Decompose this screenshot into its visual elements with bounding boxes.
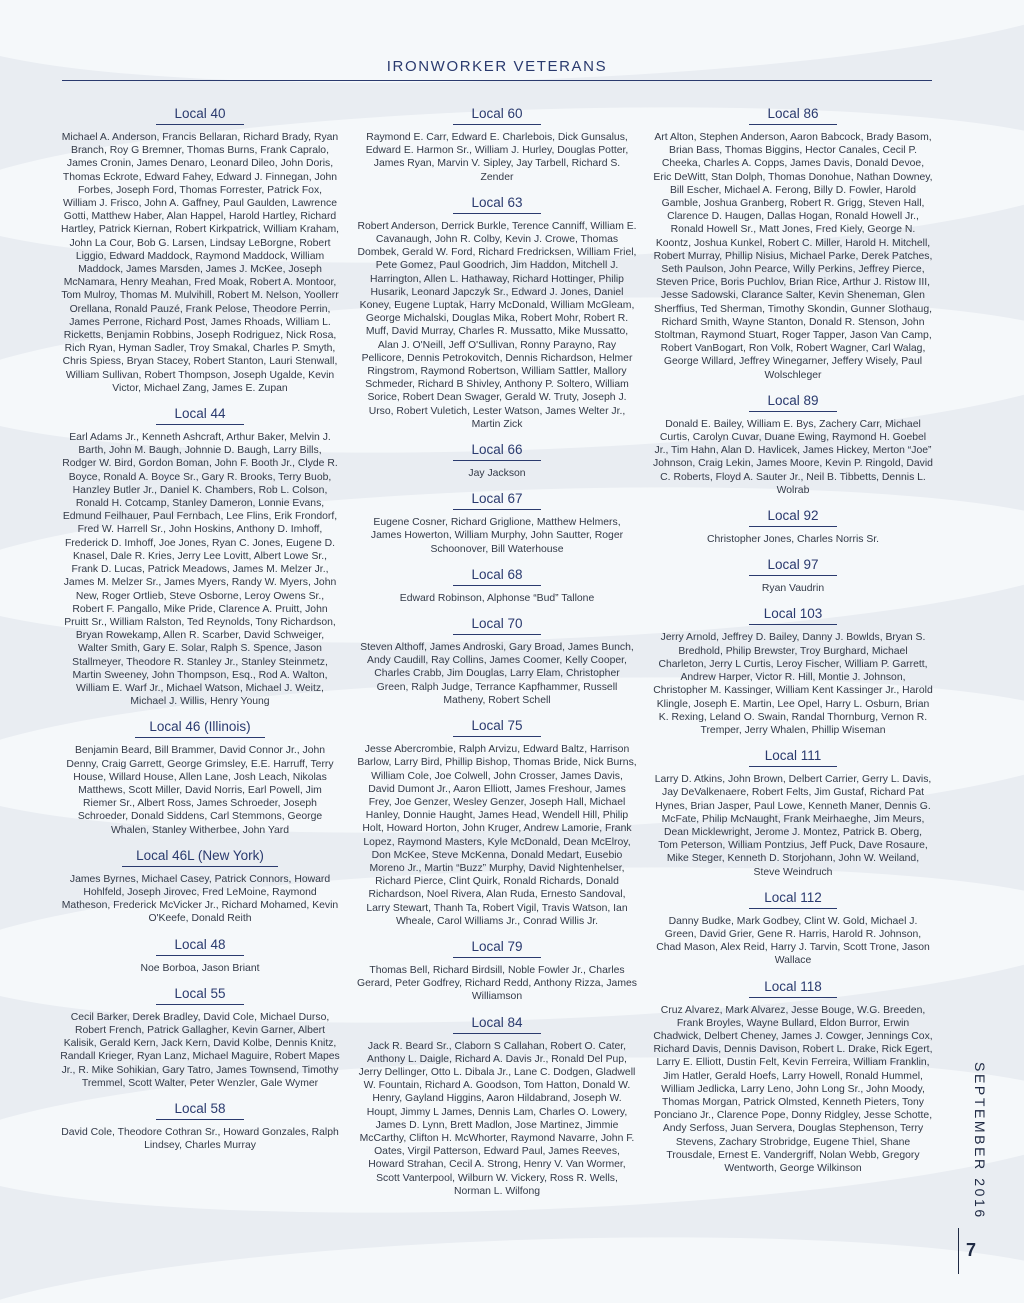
local-heading: Local 46L (New York) — [122, 848, 278, 867]
local-section — [357, 615, 637, 707]
local-heading: Local 40 — [156, 106, 244, 125]
veteran-names: Eugene Cosner, Richard Griglione, Matthew Helmers, James Howerton, William Murphy, John Sautter, Roger Schoonover, Bill Waterhouse — [370, 517, 624, 555]
local-section — [653, 392, 933, 497]
veteran-names: Jack R. Beard Sr., Claborn S Callahan, Robert O. Cater, Anthony L. Daigle, Richard A. Davis Jr., Ronald Del Pup, Jerry Dellinger, Otto L. Dibala Jr., Lane C. Dodgen, Gladwell W. Fountain, Richard A. Goodson, Tom Hatton, Donald W. Henry, Gayland Higgins, Aaron Hildabrand, Joseph W. Houpt, Jimmy L James, Dennis Lam, Charles O. Lowery, James D. Lynn, Brett Madlon, Jose Martinez, Jimmie McCarthy, Clifton H. McWhorter, Raymond Navarre, John F. Oates, Virgil Patterson, Edward Paul, James Reeves, Howard Strahan, Cecil A. Strong, Henry V. Van Wormer, Scott Vanterpool, Wilburn W. Vickery, Ross R. Wells, Norman L. Wilfong — [358, 1040, 636, 1197]
page-number: 7 — [966, 1240, 977, 1260]
local-heading: Local 86 — [749, 106, 837, 125]
local-section — [60, 1100, 340, 1152]
local-section — [357, 1014, 637, 1198]
veteran-names: Cecil Barker, Derek Bradley, David Cole, Michael Durso, Robert French, Patrick Gallagher, Kevin Garner, Albert Kalisik, Gerald Kern, Jack Kern, David Kolbe, Dennis Knitz, Randall Krieger, Ryan Lanz, Michael Maguire, Robert Mapes Jr., R. Mike Sohikian, Gary Tatro, James Townsend, Timothy Tremmel, Scott Walter, Peter Wenzler, Gale Wymer — [60, 1011, 340, 1089]
veteran-names: Cruz Alvarez, Mark Alvarez, Jesse Bouge, W.G. Breeden, Frank Broyles, Wayne Bullard, Eldon Burror, Erwin Chadwick, Delbert Cheney, James J. Cowger, Jennings Cox, Richard Davis, Dennis Davison, Robert L. Drake, Rick Egert, Larry E. Elliott, Dustin Felt, Kevin Ferreira, William Franklin, Jim Hatler, Gerald Hoefs, Larry Howell, Ronald Hummel, William Jedlicka, Larry Leno, John Long Sr., John Moody, Thomas Morgan, Patrick Olmsted, Kenneth Pieters, Tony Ponciano Jr., Clarence Pope, Donny Ridgley, Jesse Schotte, Andy Serfoss, Juan Servera, Douglas Stephenson, Terry Stevens, Zachary Strobridge, Eugene Thiel, Shane Trousdale, Ernest E. Vandergriff, Nolan Webb, Gregory Wentworth, George Wilkinson — [653, 1004, 933, 1174]
veteran-names: Earl Adams Jr., Kenneth Ashcraft, Arthur Baker, Melvin J. Barth, John M. Baugh, Johnnie D. Baugh, Larry Bills, Rodger W. Bird, Gordon Boman, John F. Booth Jr., Clyde R. Boyce, Ronald A. Boyce Sr., Gary R. Brooks, Terry Buob, Hanzley Butler Jr., Daniel K. Chambers, Rob L. Colson, Ronald H. Cotcamp, Stanley Dameron, Lonnie Evans, Edmund Feilhauer, Paul Fernbach, Lee Flins, Erik Frondorf, Fred W. Harrell Sr., John Hoskins, Anthony D. Imhoff, Frederick D. Imhoff, Joe Jones, Ryan C. Jones, Eugene D. Knasel, Dale R. Kries, Jerry Lee Lovitt, Albert Lowe Sr., Frank D. Lucas, Patrick Meadows, James M. Melzer Jr., James M. Melzer Sr., James Myers, Randy W. Myers, John New, Roger Ortlieb, Steve Osborne, Leroy Owens Sr., Robert F. Pangallo, Mike Pride, Clarence A. Pruitt, John Pruitt Sr., William Ralston, Ted Reynolds, Tony Richardson, Bryan Rowekamp, Allen R. Scarber, David Schweiger, Walter Smith, Gary E. Solar, Ralph S. Spence, Jason Stallmeyer, Theodore R. Stanley Jr., Stanley Steinmetz, Martin Sweeney, John Thompson, Esq., Rod A. Walton, William E. Warf Jr., Michael Watson, Michael J. Weitz, Michael J. Willis, Henry Young — [62, 432, 338, 708]
local-heading: Local 67 — [453, 491, 541, 510]
local-section — [60, 936, 340, 975]
veteran-names: Robert Anderson, Derrick Burkle, Terence Canniff, William E. Cavanaugh, John R. Colby, Kevin J. Crowe, Thomas Dombek, Gerald W. Ford, Richard Fredricksen, William Friel, Pete Gomez, Paul Goodrich, Jim Haddon, Mitchell J. Harrington, Allen L. Hathaway, Richard Hottinger, Philip Husarik, Leonard Japczyk Sr., Edward J. Jones, Daniel Koney, Eugene Luptak, Harry McDonald, William McGleam, George Michalski, Douglas Mika, Robert Mohr, Robert R. Muff, David Murray, Charles R. Mussatto, Mike Mussatto, Alan J. O'Neill, Jeff O'Sullivan, Ronny Parayno, Ray Pellicore, Dennis Petrokovitch, Dennis Richardson, Helmer Ringstrom, Raymond Robertson, William Sattler, Mallory Schmeder, Richard B Shivley, Anthony P. Soltero, William Sorice, Robert Dean Swager, Gerald W. Truty, Joseph J. Urso, Robert Vuletich, Lester Watson, James Welter Jr., Martin Zick — [357, 220, 637, 430]
local-section — [653, 747, 933, 879]
local-section — [653, 605, 933, 737]
veteran-names: Jesse Abercrombie, Ralph Arvizu, Edward Baltz, Harrison Barlow, Larry Bird, Phillip Bishop, Thomas Bride, Nick Burns, William Cole, Joe Colwell, John Crosser, James Davis, David Dumont Jr., Aaron Elliott, James Freshour, James Frey, Joe Genzer, Wesley Genzer, Joseph Hall, Michael Hanley, Donnie Haught, James Head, Wendell Hill, Philip Holt, Howard Horton, John Kruger, Andrew Lamorie, Frank Lopez, Raymond Masters, Kyle McDonald, Dean McElroy, Don McKee, Steve McKenna, Donald Medart, Eusebio Moreno Jr., Martin “Buzz” Murphy, David Nightenhelser, Richard Pierce, Clint Quirk, Ronald Richards, Donald Richardson, Noel Rivera, Alan Ruda, Ernesto Sandoval, Larry Stewart, Thanh Ta, Robert Vigil, Travis Watson, Ian Wheale, Carol Williams Jr., Conrad Willis Jr. — [357, 744, 637, 927]
column-1 — [60, 105, 340, 1162]
local-heading: Local 66 — [453, 442, 541, 461]
veteran-names: Christopher Jones, Charles Norris Sr. — [706, 534, 880, 546]
local-heading: Local 118 — [749, 979, 837, 998]
veteran-names: Ryan Vaudrin — [761, 583, 825, 595]
local-section — [357, 490, 637, 556]
local-section — [60, 405, 340, 708]
veteran-names: David Cole, Theodore Cothran Sr., Howard Gonzales, Ralph Lindsey, Charles Murray — [61, 1126, 339, 1152]
veteran-names: Steven Althoff, James Androski, Gary Broad, James Bunch, Andy Caudill, Ray Collins, James Coomer, Kelly Cooper, Charles Crabb, Jim Douglas, Larry Elam, Christopher Green, Ralph Judge, Terrance Kapfhammer, Russell Matheny, Robert Schell — [360, 642, 634, 706]
veteran-names: Michael A. Anderson, Francis Bellaran, Richard Brady, Ryan Branch, Roy G Bremner, Thomas Burns, Frank Capralo, James Cronin, James Denaro, Leonard Dileo, John Doris, Thomas Eckrote, Edward Fahey, Edward J. Finnegan, John Forbes, Joseph Ford, Thomas Forrester, Patrick Fox, William J. Frisco, John A. Gaffney, Paul Gaulden, Lawrence Gotti, Matthew Haber, Alan Happel, Harold Hartley, Richard Hartley, Patrick Kiernan, Robert Kirkpatrick, William Kraham, John La Cour, Bob G. Larsen, Lindsay LeBorgne, Robert Liggio, Edward Maddock, Raymond Maddock, William Maddock, James Marsden, James J. McKee, Joseph McNamara, Henry Meahan, Fred Moak, Robert A. Montoor, Tom Mulroy, Thomas M. Mulvihill, Robert M. Nelson, Yoollerr Orellana, Ronald Pauzé, Frank Pelose, Theodore Perrin, James Perrone, Richard Post, James Rhoads, William L. Ricketts, Benjamin Robbins, Joseph Rodriguez, Nick Rosa, Rich Ryan, Hyman Sadler, Troy Smakal, Charles P. Smyth, Chris Spiess, Bryan Stacey, Robert Stanton, Lauri Stenwall, William Sullivan, Robert Thompson, Joseph Ugalde, Kevin Victor, Michael Zang, James E. Zupan — [60, 132, 340, 394]
veteran-names: Danny Budke, Mark Godbey, Clint W. Gold, Michael J. Green, David Grier, Gene R. Harris, Harold R. Johnson, Chad Mason, Alex Reid, Harry J. Tarvin, Scott Trone, Jason Wallace — [656, 915, 930, 967]
local-heading: Local 48 — [156, 937, 244, 956]
local-section — [60, 105, 340, 395]
local-heading: Local 75 — [453, 718, 541, 737]
local-heading: Local 70 — [453, 616, 541, 635]
local-section — [357, 105, 637, 184]
local-heading: Local 92 — [749, 508, 837, 527]
local-heading: Local 89 — [749, 393, 837, 412]
veteran-names: Jay Jackson — [468, 468, 526, 480]
local-section — [653, 507, 933, 546]
column-2 — [357, 105, 637, 1208]
local-section — [357, 717, 637, 928]
veteran-names: Larry D. Atkins, John Brown, Delbert Carrier, Gerry L. Davis, Jay DeValkenaere, Robert Felts, Jim Gustaf, Richard Pat Hynes, Brian Jasper, Paul Lowe, Kenneth Maner, Dennis G. McFate, Philip McNaught, Frank Meirhaeghe, Jim Meurs, Dean Micklewright, Jerome J. Montez, Patrick B. Oberg, Tom Peterson, William Pontzius, Jeff Puck, Dave Rosaure, Mike Steger, Kenneth D. Storjohann, John W. Weiland, Steve Weindruch — [654, 774, 932, 878]
local-heading: Local 84 — [453, 1015, 541, 1034]
local-section — [60, 718, 340, 836]
veteran-names: James Byrnes, Michael Casey, Patrick Connors, Howard Hohlfeld, Joseph Jirovec, Fred LeMoine, Raymond Matheson, Frederick McVicker Jr., Richard Mohamed, Kevin O'Keefe, Donald Reith — [61, 873, 339, 925]
title-divider — [62, 80, 932, 81]
local-section — [653, 978, 933, 1176]
veteran-names: Jerry Arnold, Jeffrey D. Bailey, Danny J. Bowlds, Bryan S. Bredhold, Philip Brewster, Troy Burghard, Michael Charleton, Jerry L Curtis, Leroy Fischer, William P. Garrett, Andrew Harper, Victor R. Hill, Montie J. Johnson, Christopher M. Kassinger, William Kent Kassinger Jr., Harold Klingle, Joseph E. Martin, Lee Opel, Harry L. Osburn, Brian K. Rexing, Leland O. Swain, Randal Thornburg, Vernon R. Tremper, Jerry Whalen, Phillip Wiseman — [653, 632, 933, 736]
local-section — [653, 889, 933, 968]
local-heading: Local 112 — [749, 890, 837, 909]
local-heading: Local 97 — [749, 557, 837, 576]
veteran-names: Edward Robinson, Alphonse “Bud” Tallone — [399, 592, 595, 604]
veteran-names: Art Alton, Stephen Anderson, Aaron Babcock, Brady Basom, Brian Bass, Thomas Biggins, Hector Canales, Cecil P. Cheeka, Charles A. Copps, James Davis, Donald Devoe, Eric DeWitt, Stan Dolph, Thomas Donohue, Nathan Downey, Bill Escher, Michael A. Ferong, Billy D. Fowler, Harold Gamble, Joshua Granberg, Robert R. Grigg, Steven Hall, Clarence D. Haugen, Dallas Hogan, Ronald Howell Jr., Ronald Howell Sr., Matt Jones, Fred Kiely, George N. Koontz, Joshua Kunkel, Robert C. Miller, Harold H. Mitchell, Robert Murray, Phillip Nisius, Michael Parke, Derek Patches, Seth Paulson, John Pearce, Willy Perkins, Jeffrey Pierce, Steven Price, Boris Puchlov, Brian Rice, Arthur J. Ristow III, Jesse Sadowski, Clarance Salter, Kevin Sheneman, Glen Sherffius, Ted Sherman, Timothy Skondin, Gunner Slothaug, Richard Smith, Wayne Stanton, Donald R. Stenson, John Stoltman, Raymond Stuart, Roger Tapper, Jason Van Camp, Robert VanBogart, Ron Volk, Robert Wagner, Carl Walag, George Willard, Jeffrey Winegarner, Jeffery Wisely, Paul Wolschleger — [653, 132, 933, 381]
local-section — [653, 105, 933, 382]
veteran-names: Donald E. Bailey, William E. Bys, Zachery Carr, Michael Curtis, Carolyn Cuvar, Duane Ewing, Raymond H. Goebel Jr., Tim Hahn, Alan D. Havlicek, James Hickey, Merton “Joe” Johnson, Craig Lekin, James Moore, Kevin P. Ringold, David C. Roberts, Floyd A. Sauter Jr., Neil B. Tibbetts, Dennis L. Wolrab — [653, 418, 933, 496]
local-heading: Local 63 — [453, 195, 541, 214]
local-heading: Local 103 — [749, 606, 837, 625]
local-section — [357, 566, 637, 605]
veteran-names: Thomas Bell, Richard Birdsill, Noble Fowler Jr., Charles Gerard, Peter Godfrey, Richard Redd, Anthony Rizza, James Williamson — [357, 964, 637, 1003]
page-title: IRONWORKER VETERANS — [386, 58, 608, 75]
local-heading: Local 46 (Illinois) — [135, 719, 264, 738]
local-section — [357, 441, 637, 480]
veteran-names: Raymond E. Carr, Edward E. Charlebois, Dick Gunsalus, Edward E. Harmon Sr., William J. Hurley, Douglas Potter, James Ryan, Marvin V. Sipley, Jay Tarbell, Richard S. Zender — [365, 132, 629, 183]
local-section — [653, 556, 933, 595]
local-heading: Local 111 — [749, 748, 837, 767]
local-section — [357, 938, 637, 1004]
veteran-names: Benjamin Beard, Bill Brammer, David Connor Jr., John Denny, Craig Garrett, George Grimsley, E.E. Harruff, Terry House, Willard House, Allen Lane, Josh Leach, Nikolas Matthews, Scott Miller, David Norris, Earl Powell, Jim Riemer Sr., Albert Ross, James Schroeder, Joseph Schroeder, Donald Siddens, Carl Stemmons, George Whalen, Stanley Witherbee, John Yard — [66, 745, 334, 836]
local-heading: Local 44 — [156, 406, 244, 425]
local-section — [60, 985, 340, 1090]
page-number-divider — [958, 1228, 959, 1274]
column-3 — [653, 105, 933, 1185]
issue-date: SEPTEMBER 2016 — [972, 1062, 988, 1220]
local-heading: Local 79 — [453, 939, 541, 958]
local-heading: Local 68 — [453, 567, 541, 586]
local-section — [357, 194, 637, 431]
local-section — [60, 847, 340, 926]
local-heading: Local 55 — [156, 986, 244, 1005]
local-heading: Local 58 — [156, 1101, 244, 1120]
veteran-names: Noe Borboa, Jason Briant — [140, 962, 260, 974]
local-heading: Local 60 — [453, 106, 541, 125]
